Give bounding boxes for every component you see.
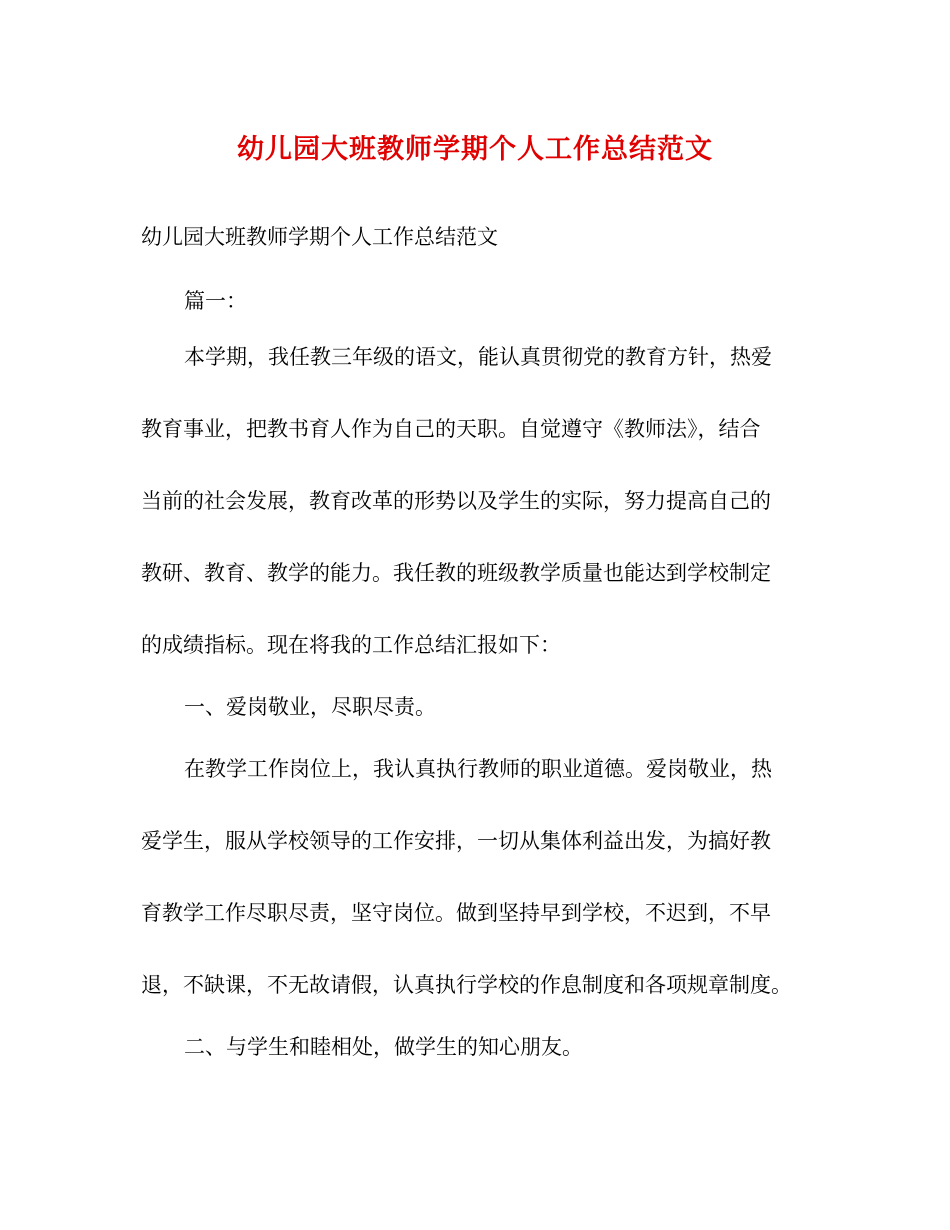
paragraph-line: 当前的社会发展，教育改革的形势以及学生的实际，努力提高自己的 <box>141 489 771 513</box>
paragraph-line: 教研、教育、教学的能力。我任教的班级教学质量也能达到学校制定 <box>141 561 771 585</box>
paragraph-line: 的成绩指标。现在将我的工作总结汇报如下： <box>141 633 561 657</box>
paragraph-line: 育教学工作尽职尽责，坚守岗位。做到坚持早到学校，不迟到，不早 <box>141 901 771 925</box>
paragraph-line: 退，不缺课，不无故请假，认真执行学校的作息制度和各项规章制度。 <box>141 973 792 997</box>
document-title: 幼儿园大班教师学期个人工作总结范文 <box>237 134 713 165</box>
paragraph-line: 本学期，我任教三年级的语文，能认真贯彻党的教育方针，热爱 <box>184 345 772 369</box>
section-label: 篇一： <box>184 289 247 313</box>
paragraph-line: 爱学生，服从学校领导的工作安排，一切从集体利益出发，为搞好教 <box>141 829 771 853</box>
paragraph-line: 教育事业，把教书育人作为自己的天职。自觉遵守《教师法》，结合 <box>141 417 761 441</box>
paragraph-line: 在教学工作岗位上，我认真执行教师的职业道德。爱岗敬业，热 <box>184 757 772 781</box>
subtitle-line: 幼儿园大班教师学期个人工作总结范文 <box>141 225 498 249</box>
section-heading: 二、与学生和睦相处，做学生的知心朋友。 <box>184 1035 583 1059</box>
section-heading: 一、爱岗敬业，尽职尽责。 <box>184 695 436 719</box>
